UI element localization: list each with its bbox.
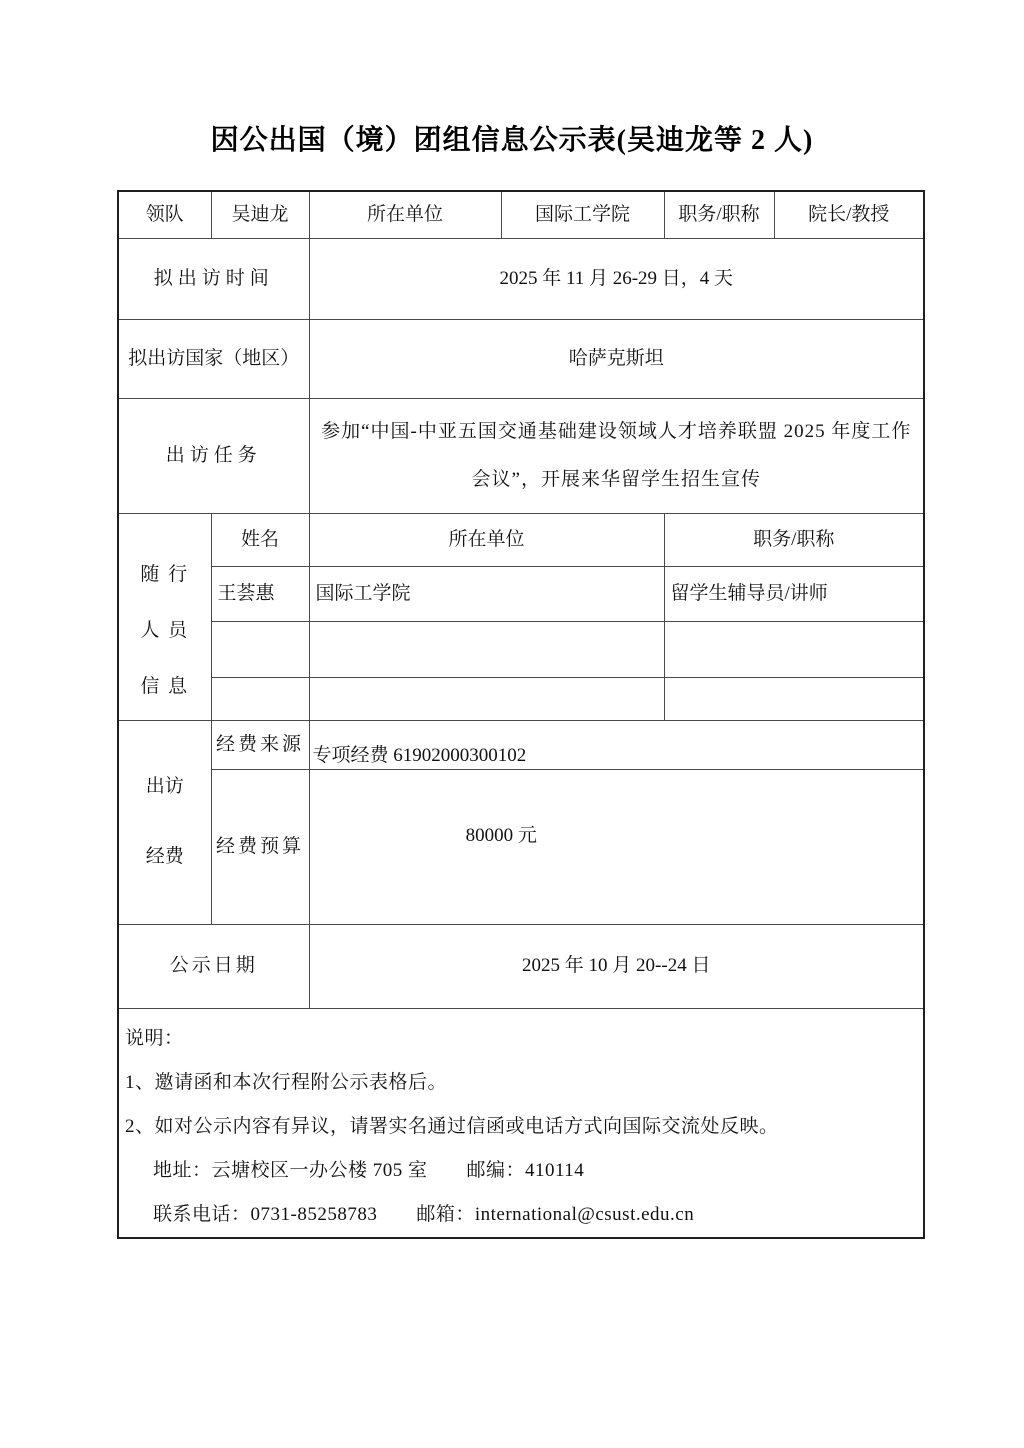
notes-row [118,1008,924,1238]
budget-amount-label: 经费预算 [211,769,309,924]
companions-label-line-2: 人 员 [140,619,190,641]
companions-header-row [118,513,924,566]
leader-name: 吴迪龙 [211,191,309,238]
companion-row-3 [118,677,924,720]
leader-unit-value: 国际工学院 [501,191,664,238]
companion-3-post [664,677,924,720]
leader-row [118,191,924,238]
companions-label-line-3: 信 息 [140,675,190,697]
trip-mission-row [118,398,924,513]
companions-label-line-1: 随 行 [140,563,190,585]
companion-3-unit [309,677,664,720]
budget-label-line-1: 出访 [145,776,184,797]
companion-row-2 [118,621,924,677]
trip-country-row [118,319,924,398]
trip-mission-value [309,398,924,513]
leader-label: 领队 [118,191,211,238]
companion-2-unit [309,621,664,677]
companion-1-name: 王荟惠 [211,566,309,621]
leader-post-label: 职务/职称 [664,191,774,238]
leader-unit-label: 所在单位 [309,191,501,238]
companion-2-name [211,621,309,677]
budget-section-label [118,720,211,924]
companions-section-label [118,513,211,720]
companion-3-name [211,677,309,720]
trip-time-label: 拟出访时间 [118,238,309,319]
publicity-date-label: 公示日期 [118,924,309,1008]
companion-name-header: 姓名 [211,513,309,566]
companion-row-1 [118,566,924,621]
note-item-2: 2、如对公示内容有异议，请署实名通过信函或电话方式向国际交流处反映。 [125,1115,779,1137]
mission-line-2: 会议”，开展来华留学生招生宣传 [471,468,761,490]
companion-post-header: 职务/职称 [664,513,924,566]
notes-heading: 说明： [125,1027,184,1049]
mission-line-1: 参加“中国-中亚五国交通基础建设领域人才培养联盟 2025 年度工作 [321,420,912,442]
travel-publicity-form-table [117,190,925,1239]
budget-amount-row [118,769,924,924]
funding-source-row [118,720,924,769]
leader-post-value: 院长/教授 [774,191,924,238]
note-item-1: 1、邀请函和本次行程附公示表格后。 [125,1071,448,1093]
budget-label-line-2: 经费 [145,846,184,867]
notes-contact: 联系电话：0731-85258783 邮箱：international@csust.edu.cn [153,1203,695,1225]
funding-source-label: 经费来源 [211,720,309,769]
funding-source-value: 专项经费 61902000300102 [309,720,924,769]
trip-country-label: 拟出访国家（地区） [118,319,309,398]
trip-time-value: 2025 年 11 月 26-29 日，4 天 [309,238,924,319]
trip-time-row [118,238,924,319]
publicity-date-row [118,924,924,1008]
trip-country-value: 哈萨克斯坦 [309,319,924,398]
companion-1-unit: 国际工学院 [309,566,664,621]
companion-1-post: 留学生辅导员/讲师 [664,566,924,621]
notes-cell [118,1008,924,1238]
companion-unit-header: 所在单位 [309,513,664,566]
trip-mission-label: 出访任务 [118,398,309,513]
budget-amount-value: 80000 元 [309,769,924,924]
companion-2-post [664,621,924,677]
page-title: 因公出国（境）团组信息公示表(吴迪龙等 2 人) [210,125,814,156]
notes-address: 地址：云塘校区一办公楼 705 室 邮编：410114 [153,1159,585,1181]
publicity-date-value: 2025 年 10 月 20--24 日 [309,924,924,1008]
